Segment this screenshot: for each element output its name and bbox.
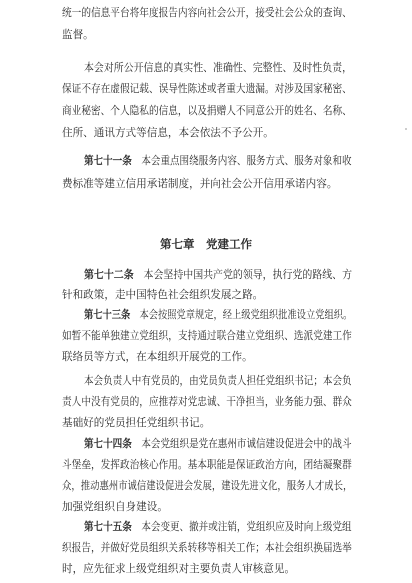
line-text: 联络员等方式，在本组织开展党的工作。 xyxy=(62,351,253,363)
text-line xyxy=(62,177,337,191)
line-text: 斗堡垒，发挥政治核心作用。基本职能是保证政治方向，团结凝聚群 xyxy=(62,459,352,471)
text-line xyxy=(62,126,274,140)
chapter-heading: 第七章 党建工作 xyxy=(160,237,252,251)
text-line xyxy=(62,416,210,430)
line-text: 住所、通讯方式等信息，本会依法不予公开。 xyxy=(62,127,274,139)
text-line xyxy=(62,329,352,343)
article-number: 第七十四条 xyxy=(84,438,132,450)
text-line xyxy=(62,541,352,555)
article-line xyxy=(84,268,352,282)
line-text: 如暂不能单独建立党组织，支持通过联合建立党组织、选派党建工作 xyxy=(62,330,352,342)
text-line xyxy=(62,6,352,20)
article-line xyxy=(84,154,352,168)
article-number: 第七十三条 xyxy=(84,309,131,321)
line-text: 加强党组织自身建设。 xyxy=(62,501,168,513)
text-line xyxy=(62,350,253,364)
text-line xyxy=(62,28,94,42)
article-number: 第七十二条 xyxy=(84,269,134,281)
text-line xyxy=(62,288,263,302)
line-text: 时，应先征求上级党组织对主要负责人审核意见。 xyxy=(62,563,296,575)
line-text: 本会坚持中国共产党的领导，执行党的路线、方 xyxy=(143,269,353,281)
line-text: 本会变更、撤并或注销，党组织应及时向上级党组 xyxy=(141,521,352,533)
article-line xyxy=(84,437,352,451)
text-line xyxy=(62,82,352,96)
line-text: 本会对所公开信息的真实性、准确性、完整性、及时性负责， xyxy=(84,62,353,74)
line-text: 责人中没有党员的，应推荐对党忠诚、干净担当，业务能力强、群众 xyxy=(62,396,352,408)
line-text: 保证不存在虚假记载、误导性陈述或者重大遗漏。对涉及国家秘密、 xyxy=(62,83,352,95)
line-text: 本会按照党章规定，经上级党组织批准设立党组织。 xyxy=(139,309,353,321)
line-text: 本会党组织是党在惠州市诚信建设促进会中的战斗 xyxy=(141,438,352,450)
line-text: 费标准等建立信用承诺制度，并向社会公开信用承诺内容。 xyxy=(62,178,338,190)
line-text: 基础好的党员担任党组织书记。 xyxy=(62,417,211,429)
line-text: 本会重点围绕服务内容、服务方式、服务对象和收 xyxy=(141,155,352,167)
line-text: 商业秘密、个人隐私的信息，以及捐赠人不同意公开的姓名、名称、 xyxy=(62,105,352,117)
line-text: 众，推动惠州市诚信建设促进会发展，建设先进文化，服务人才成长， xyxy=(62,480,353,492)
text-line xyxy=(62,104,352,118)
line-text: 本会负责人中有党员的，由党员负责人担任党组织书记；本会负 xyxy=(84,375,352,387)
text-line xyxy=(62,562,295,576)
article-line xyxy=(84,308,352,322)
article-line xyxy=(84,520,352,534)
text-line xyxy=(62,479,352,493)
article-number: 第七十一条 xyxy=(84,155,132,167)
text-line xyxy=(84,374,352,388)
scan-speck xyxy=(405,128,407,130)
text-line xyxy=(62,395,352,409)
line-text: 针和政策，走中国特色社会组织发展之路。 xyxy=(62,289,264,301)
line-text: 统一的信息平台将年度报告内容向社会公开，接受社会公众的查询、 xyxy=(62,7,352,19)
line-text: 织报告，并做好党员组织关系转移等相关工作；本社会组织换届选举 xyxy=(62,542,352,554)
text-line xyxy=(62,500,168,514)
line-text: 监督。 xyxy=(62,29,94,41)
text-line xyxy=(62,458,352,472)
text-line xyxy=(84,61,352,75)
article-number: 第七十五条 xyxy=(84,521,132,533)
